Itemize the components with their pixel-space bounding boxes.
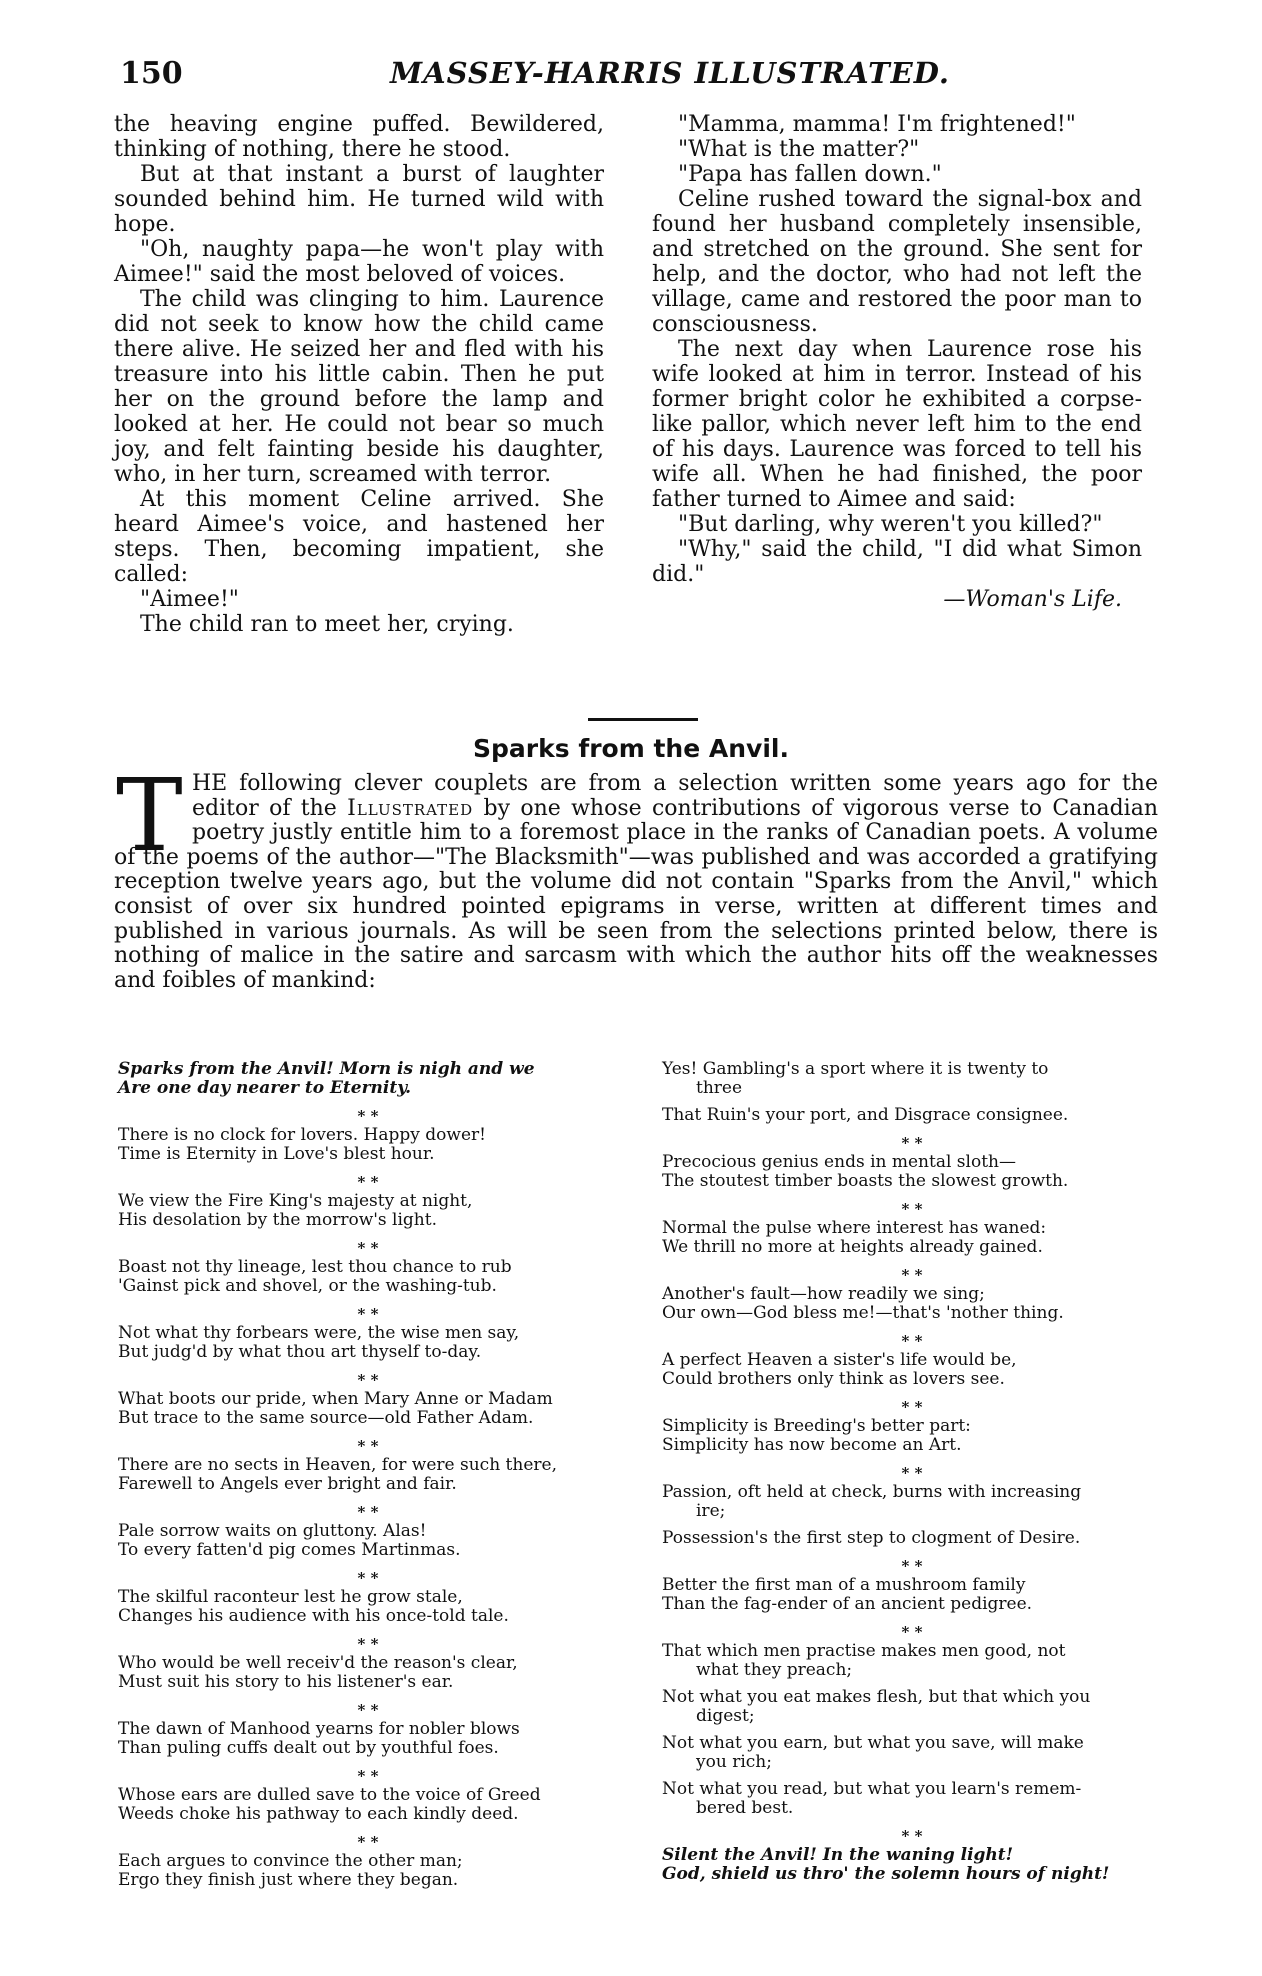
epigram-line: To every fatten'd pig comes Martinmas. [118, 1540, 461, 1560]
epigram-column-left [118, 1060, 618, 1898]
story-continuation [114, 112, 1160, 702]
epigram [118, 1720, 618, 1758]
intro-text-b: by one whose contributions of vigorous verse to Canadian poetry justly entitle him to a foremost place in the ranks of Canadian poets. A volume of the poems of the author—"The Blacksmith"—was published and was accorded a gratifying reception twelve years ago, but the volume did not contain "Sparks from the Anvil," which consist of over six hundred pointed epigrams in verse, written at different times and published in various journals. As will be seen from the selections printed below, there is nothing of malice in the satire and sarcasm with which the author hits off the weaknesses and foibles of mankind: [114, 795, 1158, 993]
epigram-line: Pale sorrow waits on gluttony. Alas! [118, 1521, 427, 1541]
story-column-right [652, 112, 1142, 612]
story-column-left [114, 112, 604, 637]
epigram [662, 1285, 1162, 1323]
epigram-line: Simplicity is Breeding's better part: [662, 1416, 971, 1436]
epigram-line: Simplicity has now become an Art. [662, 1435, 962, 1455]
epigram-line: Whose ears are dulled save to the voice of Greed [118, 1785, 541, 1805]
epigram [118, 1852, 618, 1890]
epigram-line: There is no clock for lovers. Happy dower! [118, 1125, 486, 1145]
epigram-line: The stoutest timber boasts the slowest growth. [662, 1171, 1069, 1191]
separator-stars: * * [901, 1266, 923, 1284]
epigram [662, 1642, 1162, 1680]
epigram-line: Not what you read, but what you learn's remem- [662, 1779, 1082, 1799]
epigram [118, 1258, 618, 1296]
epigram-line: God, shield us thro' the solemn hours of night! [662, 1864, 1110, 1884]
epigram-line: Another's fault—how readily we sing; [662, 1284, 985, 1304]
paragraph: "Oh, naughty papa—he won't play with Aimee!" said the most beloved of voices. [114, 237, 604, 287]
running-title: MASSEY-HARRIS ILLUSTRATED. [390, 56, 950, 90]
epigram-line: Changes his audience with his once-told tale. [118, 1606, 509, 1626]
separator-stars: * * [901, 1332, 923, 1350]
epigram-line: Than puling cuffs dealt out by youthful foes. [118, 1738, 499, 1758]
epigram-column-right [662, 1060, 1162, 1892]
epigram [118, 1390, 618, 1428]
epigram-line: What boots our pride, when Mary Anne or Madam [118, 1389, 553, 1409]
epigram-line: Could brothers only think as lovers see. [662, 1369, 1005, 1389]
epigram-line: Silent the Anvil! In the waning light! [662, 1845, 1014, 1865]
separator-stars: * * [901, 1398, 923, 1416]
separator-stars: * * [357, 1239, 379, 1257]
epigram-line: His desolation by the morrow's light. [118, 1210, 437, 1230]
epigram-line: Normal the pulse where interest has waned: [662, 1218, 1047, 1238]
epigram-line: Must suit his story to his listener's ear. [118, 1672, 454, 1692]
epigram-line: Ergo they finish just where they began. [118, 1870, 459, 1890]
epigram [662, 1417, 1162, 1455]
separator-stars: * * [357, 1437, 379, 1455]
epigram-line: Passion, oft held at check, burns with increasing [662, 1482, 1082, 1502]
epigram-line: ire; [696, 1501, 726, 1521]
epigram [118, 1060, 618, 1098]
epigram [118, 1456, 618, 1494]
epigram-line: bered best. [696, 1798, 794, 1818]
epigram [662, 1060, 1162, 1098]
separator-stars: * * [357, 1833, 379, 1851]
epigram-line: Sparks from the Anvil! Morn is nigh and we [118, 1059, 535, 1079]
epigram [118, 1786, 618, 1824]
epigram-line: Precocious genius ends in mental sloth— [662, 1152, 1016, 1172]
epigram-line: Our own—God bless me!—that's 'nother thing. [662, 1303, 1064, 1323]
separator-stars: * * [357, 1701, 379, 1719]
epigram [662, 1780, 1162, 1818]
separator-stars: * * [357, 1107, 379, 1125]
paragraph: "Why," said the child, "I did what Simon did." [652, 537, 1142, 587]
separator-stars: * * [357, 1569, 379, 1587]
epigram [662, 1153, 1162, 1191]
epigram-line: That which men practise makes men good, not [662, 1641, 1066, 1661]
drop-cap-letter: T [116, 757, 183, 874]
paragraph: "What is the matter?" [678, 137, 920, 162]
paragraph: "But darling, why weren't you killed?" [678, 512, 1103, 537]
epigram-line: you rich; [696, 1752, 772, 1772]
epigram-line: We thrill no more at heights already gained. [662, 1237, 1043, 1257]
separator-stars: * * [901, 1200, 923, 1218]
separator-stars: * * [357, 1305, 379, 1323]
epigram-line: three [696, 1078, 743, 1098]
epigram [118, 1654, 618, 1692]
epigram [662, 1846, 1162, 1884]
epigram [118, 1522, 618, 1560]
page-header [120, 56, 1150, 96]
epigram-line: That Ruin's your port, and Disgrace consignee. [662, 1105, 1069, 1125]
epigram-line: Boast not thy lineage, lest thou chance to rub [118, 1257, 512, 1277]
epigram-line: A perfect Heaven a sister's life would be, [662, 1350, 1017, 1370]
article-signature: —Woman's Life. [943, 587, 1122, 612]
epigram-line: Not what you earn, but what you save, will make [662, 1733, 1084, 1753]
separator-stars: * * [357, 1503, 379, 1521]
paragraph: the heaving engine puffed. Bewildered, thinking of nothing, there he stood. [114, 112, 604, 162]
epigram-line: The dawn of Manhood yearns for nobler blows [118, 1719, 520, 1739]
epigram-line: The skilful raconteur lest he grow stale, [118, 1587, 463, 1607]
paragraph: "Papa has fallen down." [678, 162, 942, 187]
separator-stars: * * [357, 1635, 379, 1653]
paragraph: "Aimee!" [140, 587, 239, 612]
paragraph: The next day when Laurence rose his wife looked at him in terror. Instead of his former bright color he exhibited a corpse-like pallor, which never left him to the end of his days. Laurence was forced to tell his wife all. When he had finished, the poor father turned to Aimee and said: [652, 337, 1142, 512]
section-intro [114, 757, 1158, 993]
paragraph: "Mamma, mamma! I'm frightened!" [678, 112, 1076, 137]
epigram [662, 1106, 1162, 1125]
epigram-line: 'Gainst pick and shovel, or the washing-tub. [118, 1276, 497, 1296]
separator-stars: * * [901, 1623, 923, 1641]
epigram-line: Not what you eat makes flesh, but that which you [662, 1687, 1091, 1707]
epigram [662, 1351, 1162, 1389]
section-title: Sparks from the Anvil. [473, 734, 789, 763]
epigram [118, 1126, 618, 1164]
epigram-line: We view the Fire King's majesty at night, [118, 1191, 473, 1211]
epigram-line: Time is Eternity in Love's blest hour. [118, 1144, 435, 1164]
separator-stars: * * [901, 1134, 923, 1152]
epigram-line: Farewell to Angels ever bright and fair. [118, 1474, 457, 1494]
epigram [662, 1219, 1162, 1257]
epigram-line: But judg'd by what thou art thyself to-day. [118, 1342, 482, 1362]
intro-text-a: HE following clever couplets are from a selection written some years ago for the editor of the [192, 771, 1158, 821]
epigram-line: Possession's the first step to clogment of Desire. [662, 1528, 1081, 1548]
epigram-line: Than the fag-ender of an ancient pedigree. [662, 1594, 1033, 1614]
epigram [662, 1483, 1162, 1521]
epigram-line: what they preach; [696, 1660, 853, 1680]
page-number: 150 [120, 56, 183, 91]
epigram [662, 1576, 1162, 1614]
intro-paragraph [114, 757, 1158, 993]
intro-smallcaps: Illustrated [347, 795, 474, 821]
separator-stars: * * [357, 1767, 379, 1785]
epigram [118, 1324, 618, 1362]
drop-cap [116, 757, 190, 874]
paragraph: The child was clinging to him. Laurence did not seek to know how the child came there alive. He seized her and fled with his treasure into his little cabin. Then he put her on the ground before the lamp and looked at her. He could not bear so much joy, and felt fainting beside his daughter, who, in her turn, screamed with terror. [114, 287, 604, 487]
paragraph: The child ran to meet her, crying. [140, 612, 514, 637]
separator-stars: * * [357, 1371, 379, 1389]
epigram-line: Who would be well receiv'd the reason's clear, [118, 1653, 518, 1673]
epigram [118, 1192, 618, 1230]
paragraph: Celine rushed toward the signal-box and found her husband completely insensible, and stretched on the ground. She sent for help, and the doctor, who had not left the village, came and restored the poor man to consciousness. [652, 187, 1142, 337]
paragraph: At this moment Celine arrived. She heard Aimee's voice, and hastened her steps. Then, becoming impatient, she called: [114, 487, 604, 587]
epigram-line: Yes! Gambling's a sport where it is twenty to [662, 1059, 1049, 1079]
epigram-line: Better the first man of a mushroom family [662, 1575, 1026, 1595]
epigram [662, 1688, 1162, 1726]
epigram-line: digest; [696, 1706, 755, 1726]
section-divider [588, 718, 698, 721]
epigram-line: Weeds choke his pathway to each kindly deed. [118, 1804, 519, 1824]
epigram [662, 1734, 1162, 1772]
epigram-line: There are no sects in Heaven, for were such there, [118, 1455, 557, 1475]
epigram [118, 1588, 618, 1626]
separator-stars: * * [901, 1464, 923, 1482]
epigram-line: Each argues to convince the other man; [118, 1851, 463, 1871]
epigram-line: But trace to the same source—old Father Adam. [118, 1408, 534, 1428]
epigram [662, 1529, 1162, 1548]
paragraph: But at that instant a burst of laughter sounded behind him. He turned wild with hope. [114, 162, 604, 237]
separator-stars: * * [901, 1557, 923, 1575]
epigram-line: Not what thy forbears were, the wise men say, [118, 1323, 520, 1343]
separator-stars: * * [357, 1173, 379, 1191]
separator-stars: * * [901, 1827, 923, 1845]
epigram-line: Are one day nearer to Eternity. [118, 1078, 412, 1098]
